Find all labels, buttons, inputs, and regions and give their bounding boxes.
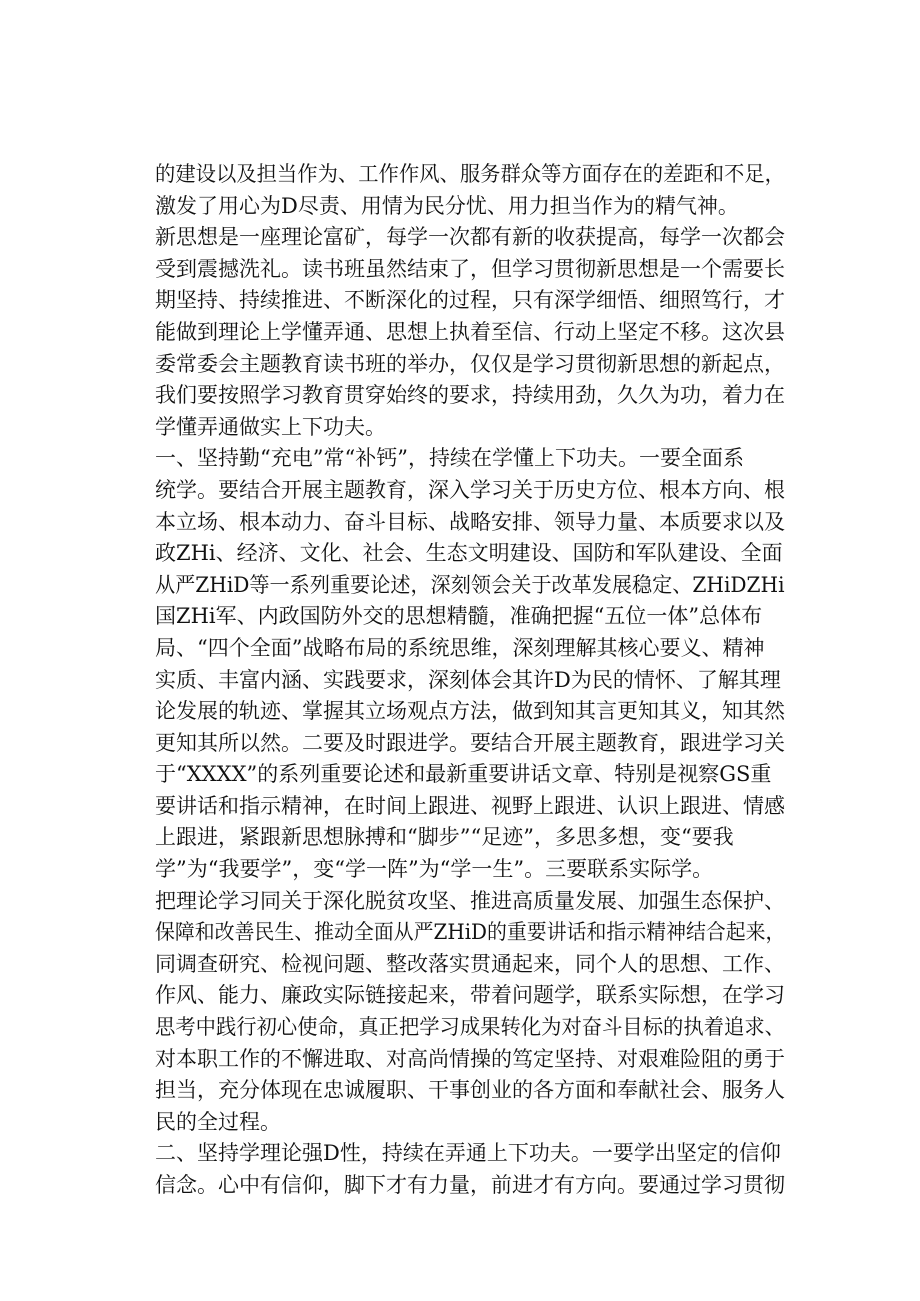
text-line: 思考中践行初心使命，真正把学习成果转化为对奋斗目标的执着追求、 — [155, 1015, 785, 1040]
text-line: 对本职工作的不懈进取、对高尚情操的笃定坚持、对艰难险阻的勇于 — [155, 1046, 785, 1071]
text-line: 委常委会主题教育读书班的举办，仅仅是学习贯彻新思想的新起点， — [155, 351, 785, 376]
text-line: 民的全过程。 — [155, 1109, 281, 1134]
text-line: 学”为“我要学”，变“学一阵”为“学一生”。三要联系实际学。 — [155, 857, 714, 882]
text-line: 作风、能力、廉政实际链接起来，带着问题学，联系实际想，在学习 — [155, 983, 785, 1008]
text-line: 更知其所以然。二要及时跟进学。要结合开展主题教育，跟进学习关 — [155, 730, 785, 755]
text-line: 于“XXXX”的系列重要论述和最新重要讲话文章、特别是视察GS重 — [155, 762, 772, 787]
body-text — [155, 159, 785, 1202]
text-line: 我们要按照学习教育贯穿始终的要求，持续用劲，久久为功，着力在 — [155, 383, 785, 408]
text-line: 实质、丰富内涵、实践要求，深刻体会其许D为民的情怀、了解其理 — [155, 667, 781, 692]
text-line: 本立场、根本动力、奋斗目标、战略安排、领导力量、本质要求以及 — [155, 509, 785, 534]
text-line: 一、坚持勤“充电”常“补钙”，持续在学懂上下功夫。一要全面系 — [155, 446, 744, 471]
text-line: 从严ZHiD等一系列重要论述，深刻领会关于改革发展稳定、ZHiDZHi — [155, 572, 785, 597]
text-line: 上跟进，紧跟新思想脉搏和“脚步”“足迹”，多思多想，变“要我 — [155, 825, 734, 850]
text-line: 要讲话和指示精神，在时间上跟进、视野上跟进、认识上跟进、情感 — [155, 793, 785, 818]
text-line: 学懂弄通做实上下功夫。 — [155, 414, 386, 439]
text-line: 保障和改善民生、推动全面从严ZHiD的重要讲话和指示精神结合起来， — [155, 920, 786, 945]
text-line: 期坚持、持续推进、不断深化的过程，只有深学细悟、细照笃行，才 — [155, 288, 785, 313]
text-line: 受到震撼洗礼。读书班虽然结束了，但学习贯彻新思想是一个需要长 — [155, 256, 785, 281]
text-line: 的建设以及担当作为、工作作风、服务群众等方面存在的差距和不足， — [155, 162, 785, 186]
text-line: 激发了用心为D尽责、用情为民分忧、用力担当作为的精气神。 — [155, 193, 739, 218]
text-line: 能做到理论上学懂弄通、思想上执着至信、行动上坚定不移。这次县 — [155, 319, 785, 344]
text-line: 二、坚持学理论强D性，持续在弄通上下功夫。一要学出坚定的信仰 — [155, 1141, 781, 1166]
text-line: 局、“四个全面”战略布局的系统思维，深刻理解其核心要义、精神 — [155, 635, 765, 660]
text-line: 同调查研究、检视问题、整改落实贯通起来，同个人的思想、工作、 — [155, 951, 785, 976]
text-line: 政ZHi、经济、文化、社会、生态文明建设、国防和军队建设、全面 — [155, 541, 783, 566]
text-line: 论发展的轨迹、掌握其立场观点方法，做到知其言更知其义，知其然 — [155, 699, 785, 724]
text-line: 把理论学习同关于深化脱贫攻坚、推进高质量发展、加强生态保护、 — [155, 888, 785, 913]
text-line: 统学。要结合开展主题教育，深入学习关于历史方位、根本方向、根 — [155, 477, 785, 502]
text-line: 国ZHi军、内政国防外交的思想精髓，准确把握“五位一体”总体布 — [155, 604, 763, 629]
text-line: 信念。心中有信仰，脚下才有力量，前进才有方向。要通过学习贯彻 — [155, 1173, 785, 1197]
text-line: 担当，充分体现在忠诚履职、干事创业的各方面和奉献社会、服务人 — [155, 1078, 785, 1103]
text-line: 新思想是一座理论富矿，每学一次都有新的收获提高，每学一次都会 — [155, 225, 785, 250]
